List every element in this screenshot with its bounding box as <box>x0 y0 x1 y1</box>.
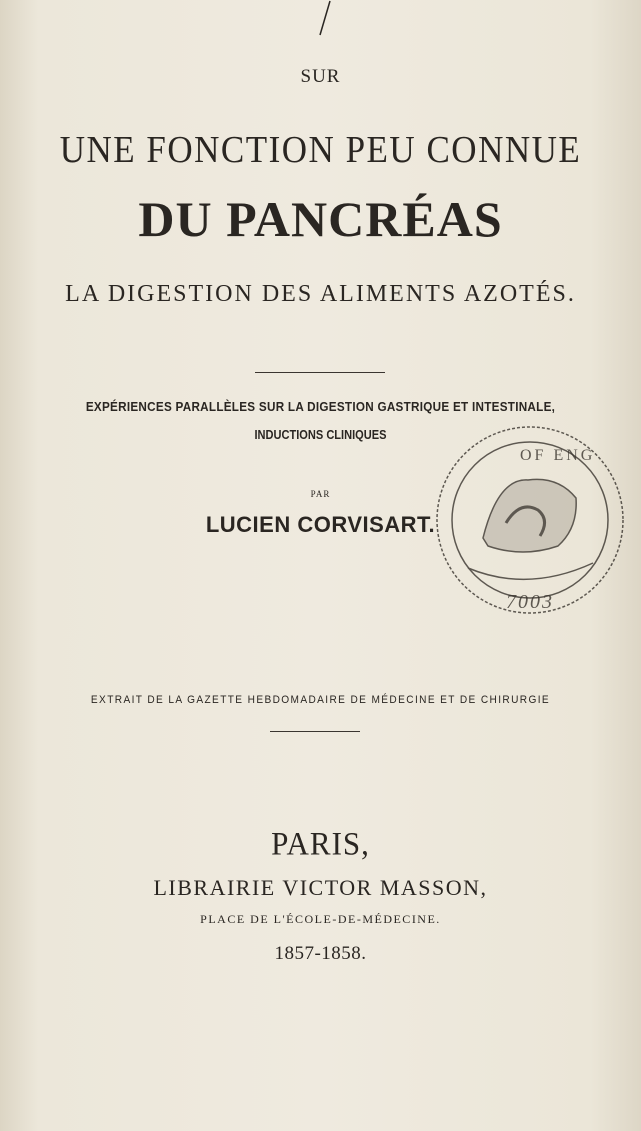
handwritten-slash-mark <box>318 0 332 36</box>
extrait-line: EXTRAIT DE LA GAZETTE HEBDOMADAIRE DE MÉDECINE ET DE CHIRURGIE <box>90 694 551 706</box>
divider-rule <box>255 372 385 373</box>
subtitle: LA DIGESTION DES ALIMENTS AZOTÉS. <box>65 281 576 307</box>
inductions-line: INDUCTIONS CLINIQUES <box>254 427 387 442</box>
publisher-city: PARIS, <box>271 825 370 862</box>
author-name: LUCIEN CORVISART. <box>205 512 436 537</box>
publisher-place: PLACE DE L'ÉCOLE-DE-MÉDECINE. <box>200 912 441 926</box>
title-line-1: UNE FONCTION PEU CONNUE <box>59 128 582 171</box>
stamp-text: OF ENG <box>520 447 596 464</box>
title-line-2: DU PANCRÉAS <box>138 191 503 247</box>
divider-rule-2 <box>270 731 360 732</box>
library-stamp <box>428 418 633 623</box>
stamp-number: 7003 <box>506 591 554 613</box>
experiences-line: EXPÉRIENCES PARALLÈLES SUR LA DIGESTION GASTRIQUE ET INTESTINALE, <box>85 399 556 414</box>
par-label: PAR <box>310 489 331 499</box>
publisher-librairie: LIBRAIRIE VICTOR MASSON, <box>153 875 488 900</box>
sur-line: SUR <box>300 66 341 87</box>
publication-date: 1857-1858. <box>274 943 367 964</box>
